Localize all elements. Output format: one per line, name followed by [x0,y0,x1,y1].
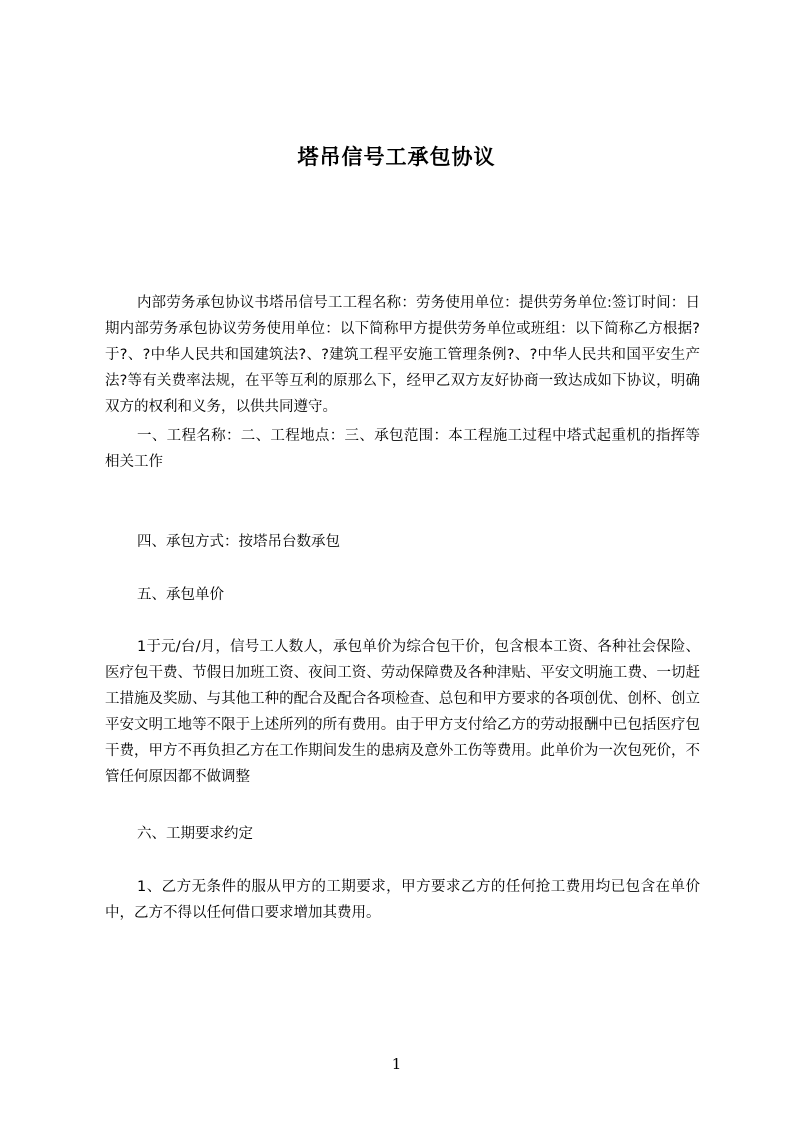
page-number: 1 [391,1055,402,1073]
document-title: 塔吊信号工承包协议 [297,145,496,169]
unit-price-heading: 五、承包单价 [137,587,224,603]
intro-paragraph: 内部劳务承包协议书塔吊信号工工程名称：劳务使用单位：提供劳务单位:签订时间：日期内部劳务承包协议劳务使用单位：以下简称甲方提供劳务单位或班组：以下简称乙方根据?于?、?中华人民共和国建筑法?、?建筑工程平安施工管理条例?、?中华人民共和国平安生产法?等有关费率法规，在平等互利的原那么下，经甲乙双方友好协商一致达成如下协议，明确双方的权利和义务，以供共同遵守。 [105,295,700,415]
schedule-paragraph: 1、乙方无条件的服从甲方的工期要求，甲方要求乙方的任何抢工费用均已包含在单价中，乙方不得以任何借口要求增加其费用。 [105,879,700,921]
project-info-paragraph: 一、工程名称：二、工程地点：三、承包范围：本工程施工过程中塔式起重机的指挥等相关工作 [105,428,700,470]
contract-method-paragraph: 四、承包方式：按塔吊台数承包 [137,534,340,550]
unit-price-paragraph: 1于元/台/月，信号工人数人，承包单价为综合包干价，包含根本工资、各种社会保险、医疗包干费、节假日加班工资、夜间工资、劳动保障费及各种津贴、平安文明施工费、一切赶工措施及奖励、与其他工种的配合及配合各项检查、总包和甲方要求的各项创优、创杯、创立平安文明工地等不限于上述所列的所有费用。由于甲方支付给乙方的劳动报酬中已包括医疗包干费，甲方不再负担乙方在工作期间发生的患病及意外工伤等费用。此单价为一次包死价，不管任何原因都不做调整 [105,639,700,785]
schedule-heading: 六、工期要求约定 [137,826,253,842]
